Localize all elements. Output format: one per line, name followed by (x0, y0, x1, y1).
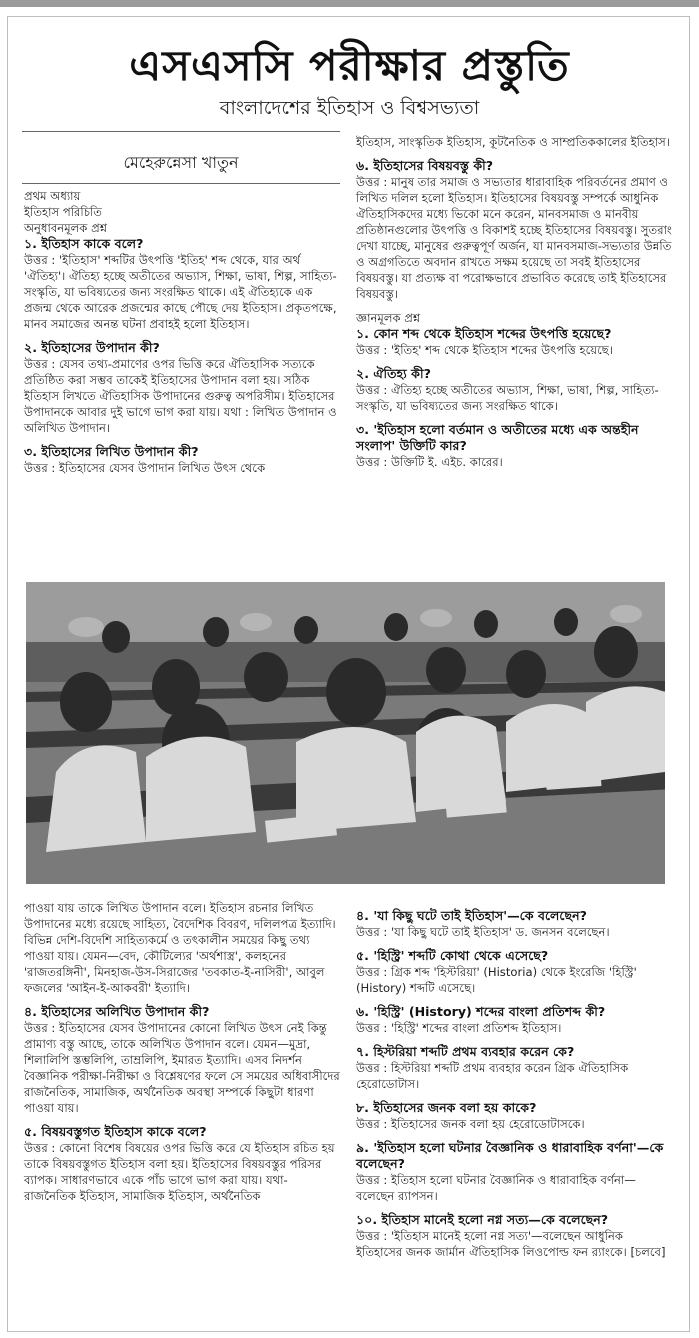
answer-1: উত্তর : 'ইতিহাস' শব্দটির উৎপত্তি 'ইতিহ' শব্দ থেকে, যার অর্থ 'ঐতিহ্য'। ঐতিহ্য হচ্ছে অতীতের অভ্যাস, শিক্ষা, ভাষা, শিল্প, সাহিত্য-সংস্কৃতি, যা ভবিষ্যতের জন্য সংরক্ষিত থাকে। এই ঐতিহ্যকে এক প্রজন্ম থেকে আরেক প্রজন্মের কাছে পৌছে দেয় ইতিহাস। প্রকৃতপক্ষে, মানব সমাজের অনন্ত ঘটনা প্রবাহই হলো ইতিহাস। (24, 253, 337, 331)
knowledge-answer-8: উত্তর : ইতিহাসের জনক বলা হয় হেরোডোটাসকে। (356, 1117, 585, 1131)
answer-5: উত্তর : কোনো বিশেষ বিষয়ের ওপর ভিত্তি করে যে ইতিহাস রচিত হয় তাকে বিষয়বস্তুগত ইতিহাস বলা হয়। ইতিহাসের বিষয়বস্তুর পরিসর ব্যাপক। সাধারণভাবে একে পাঁচ ভাগে ভাগ করা যায়। যথা- রাজনৈতিক ইতিহাস, সামাজিক ইতিহাস, অর্থনৈতিক (24, 1141, 335, 1203)
page-subtitle: বাংলাদেশের ইতিহাস ও বিশ্বসভ্যতা (219, 97, 480, 119)
knowledge-answer-2: উত্তর : ঐতিহ্য হচ্ছে অতীতের অভ্যাস, শিক্ষা, ভাষা, শিল্প, সাহিত্য-সংস্কৃতি, যা ভবিষ্যতের জন্য সংরক্ষিত থাকে। (356, 383, 659, 413)
chapter-label: প্রথম অধ্যায় (24, 189, 81, 203)
column-4 (356, 908, 672, 1268)
page-title: এসএসসি পরীক্ষার প্রস্তুতি (129, 41, 570, 90)
top-border-bar (0, 0, 699, 7)
exam-hall-photo (26, 582, 665, 884)
knowledge-answer-6: উত্তর : 'হিস্ট্রি' শব্দের বাংলা প্রতিশব্দ ইতিহাস। (356, 1021, 562, 1035)
answer-3-start: উত্তর : ইতিহাসের যেসব উপাদান লিখিত উৎস থেকে (24, 461, 266, 475)
knowledge-question-1: ১. কোন শব্দ থেকে ইতিহাস শব্দের উৎপত্তি হয়েছে? (356, 326, 612, 341)
knowledge-question-9: ৯. 'ইতিহাস হলো ঘটনার বৈজ্ঞানিক ও ধারাবাহিক বর্ণনা'—কে বলেছেন? (356, 1140, 664, 1171)
knowledge-question-7: ৭. হিস্টরিয়া শব্দটি প্রথম ব্যবহার করেন কে? (356, 1044, 575, 1059)
answer-4: উত্তর : ইতিহাসের যেসব উপাদানের কোনো লিখিত উৎস নেই কিন্তু প্রামাণ্য বস্তু আছে, তাকে অলিখিত উপাদান বলে। যেমন—মুদ্রা, শিলালিপি স্তম্ভলিপি, তাম্রলিপি, ইমারত ইত্যাদি। এসব নিদর্শন বৈজ্ঞানিক পরীক্ষা-নিরীক্ষা ও বিশ্লেষণের ফলে সে সময়ের অধিবাসীদের রাজনৈতিক, সামাজিক, অর্থনৈতিক অবস্থা সম্পর্কে কিছুটা ধারণা পাওয়া যায়। (24, 1021, 340, 1115)
author-name: মেহেরুন্নেসা খাতুন (123, 153, 239, 172)
answer-3-continuation: পাওয়া যায় তাকে লিখিত উপাদান বলে। ইতিহাস রচনার লিখিত উপাদানের মধ্যে রয়েছে সাহিত্য, বৈদেশিক বিবরণ, দলিলপত্র ইত্যাদি। বিভিন্ন দেশি-বিদেশি সাহিত্যকর্মে ও তৎকালীন সময়ের কিছু তথ্য পাওয়া যায়। যেমন—বেদ, কৌটিল্যের 'অর্থশাস্ত্র', কলহনের 'রাজতরঙ্গিনী', মিনহাজ-উস-সিরাজের 'তবকাত-ই-নাসিরী', আবুল ফজলের 'আইন-ই-আকবরী' ইত্যাদি। (24, 901, 336, 995)
knowledge-answer-4: উত্তর : 'যা কিছু ঘটে তাই ইতিহাস' ড. জনসন বলেছেন। (356, 925, 610, 939)
section-label: অনুধাবনমূলক প্রশ্ন (24, 221, 108, 235)
question-6: ৬. ইতিহাসের বিষয়বস্তু কী? (356, 158, 494, 173)
knowledge-answer-5: উত্তর : গ্রিক শব্দ 'হিস্টরিয়া' (Historia) থেকে ইংরেজি 'হিস্ট্রি' (History) শব্দটি এসেছে। (356, 965, 637, 995)
knowledge-question-10: ১০. ইতিহাস মানেই হলো নগ্ন সত্য—কে বলেছেন? (356, 1212, 609, 1227)
question-4: ৪. ইতিহাসের অলিখিত উপাদান কী? (24, 1004, 210, 1019)
knowledge-question-3: ৩. 'ইতিহাস হলো বর্তমান ও অতীতের মধ্যে এক অন্তহীন সংলাপ' উক্তিটি কার? (356, 422, 639, 453)
knowledge-answer-7: উত্তর : হিস্টরিয়া শব্দটি প্রথম ব্যবহার করেন গ্রিক ঐতিহাসিক হেরোডোটাস। (356, 1061, 629, 1091)
column-1 (24, 188, 342, 484)
exam-hall-illustration (26, 582, 665, 884)
question-1: ১. ইতিহাস কাকে বলে? (24, 236, 144, 251)
chapter-title: ইতিহাস পরিচিতি (24, 205, 102, 219)
knowledge-section-label: জ্ঞানমূলক প্রশ্ন (356, 311, 421, 325)
column-2 (356, 134, 672, 478)
knowledge-answer-3: উত্তর : উক্তিটি ই. এইচ. কারের। (356, 455, 503, 469)
divider-bottom (22, 183, 340, 184)
knowledge-question-4: ৪. 'যা কিছু ঘটে তাই ইতিহাস'—কে বলেছেন? (356, 908, 587, 923)
knowledge-answer-10: উত্তর : 'ইতিহাস মানেই হলো নগ্ন সত্য'—বলেছেন আধুনিক ইতিহাসের জনক জার্মান ঐতিহাসিক লিওপোল্ড ফন র‍্যাংকে। [চলবে] (356, 1229, 666, 1259)
knowledge-answer-9: উত্তর : ইতিহাস হলো ঘটনার বৈজ্ঞানিক ও ধারাবাহিক বর্ণনা—বলেছেন র‍্যাপসন। (356, 1173, 636, 1203)
knowledge-question-2: ২. ঐতিহ্য কী? (356, 366, 431, 381)
column-2-continuation: ইতিহাস, সাংস্কৃতিক ইতিহাস, কূটনৈতিক ও সাম্প্রতিককালের ইতিহাস। (356, 135, 670, 149)
knowledge-question-5: ৫. 'হিস্ট্রি' শব্দটি কোথা থেকে এসেছে? (356, 948, 549, 963)
knowledge-question-8: ৮. ইতিহাসের জনক বলা হয় কাকে? (356, 1100, 537, 1115)
question-3: ৩. ইতিহাসের লিখিত উপাদান কী? (24, 444, 199, 459)
answer-6: উত্তর : মানুষ তার সমাজ ও সভ্যতার ধারাবাহিক পরিবর্তনের প্রমাণ ও লিখিত দলিল হলো ইতিহাস। ইতিহাসের বিষয়বস্তু সম্পর্কে আধুনিক ঐতিহাসিকদের মধ্যে ভিকো মনে করেন, মানবসমাজ ও মানবীয় প্রতিষ্ঠানগুলোর উৎপত্তি ও বিকাশই হচ্ছে ইতিহাসের বিষয়বস্তু। সুতরাং দেখা যাচ্ছে, মানুষের গুরুত্বপূর্ণ অর্জন, যা মানবসমাজ-সভ্যতার উন্নতি ও অগ্রগতিতে অবদান রাখতে সক্ষম হয়েছে তা সবই ইতিহাসের বিষয়বস্তু। যা প্রত্যক্ষ বা পরোক্ষভাবে প্রভাবিত করেছে তাই ইতিহাসের বিষয়বস্তু। (356, 175, 672, 301)
divider-top (22, 131, 340, 132)
question-5: ৫. বিষয়বস্তুগত ইতিহাস কাকে বলে? (24, 1124, 207, 1139)
answer-2: উত্তর : যেসব তথ্য-প্রমাণের ওপর ভিত্তি করে ঐতিহাসিক সত্যকে প্রতিষ্ঠিত করা সম্ভব তাকেই ইতিহাসের উপাদান বলা হয়। সঠিক ইতিহাস লিখতে ঐতিহাসিক উপাদানের গুরুত্ব অপরিসীম। ইতিহাসের উপাদানকে আবার দুই ভাগে ভাগ করা যায়। যথা : লিখিত উপাদান ও অলিখিত উপাদান। (24, 357, 337, 435)
column-3 (24, 900, 342, 1212)
knowledge-answer-1: উত্তর : 'ইতিহ' শব্দ থেকে ইতিহাস শব্দের উৎপত্তি হয়েছে। (356, 343, 613, 357)
knowledge-question-6: ৬. 'হিস্ট্রি' (History) শব্দের বাংলা প্রতিশব্দ কী? (356, 1004, 606, 1019)
question-2: ২. ইতিহাসের উপাদান কী? (24, 340, 160, 355)
